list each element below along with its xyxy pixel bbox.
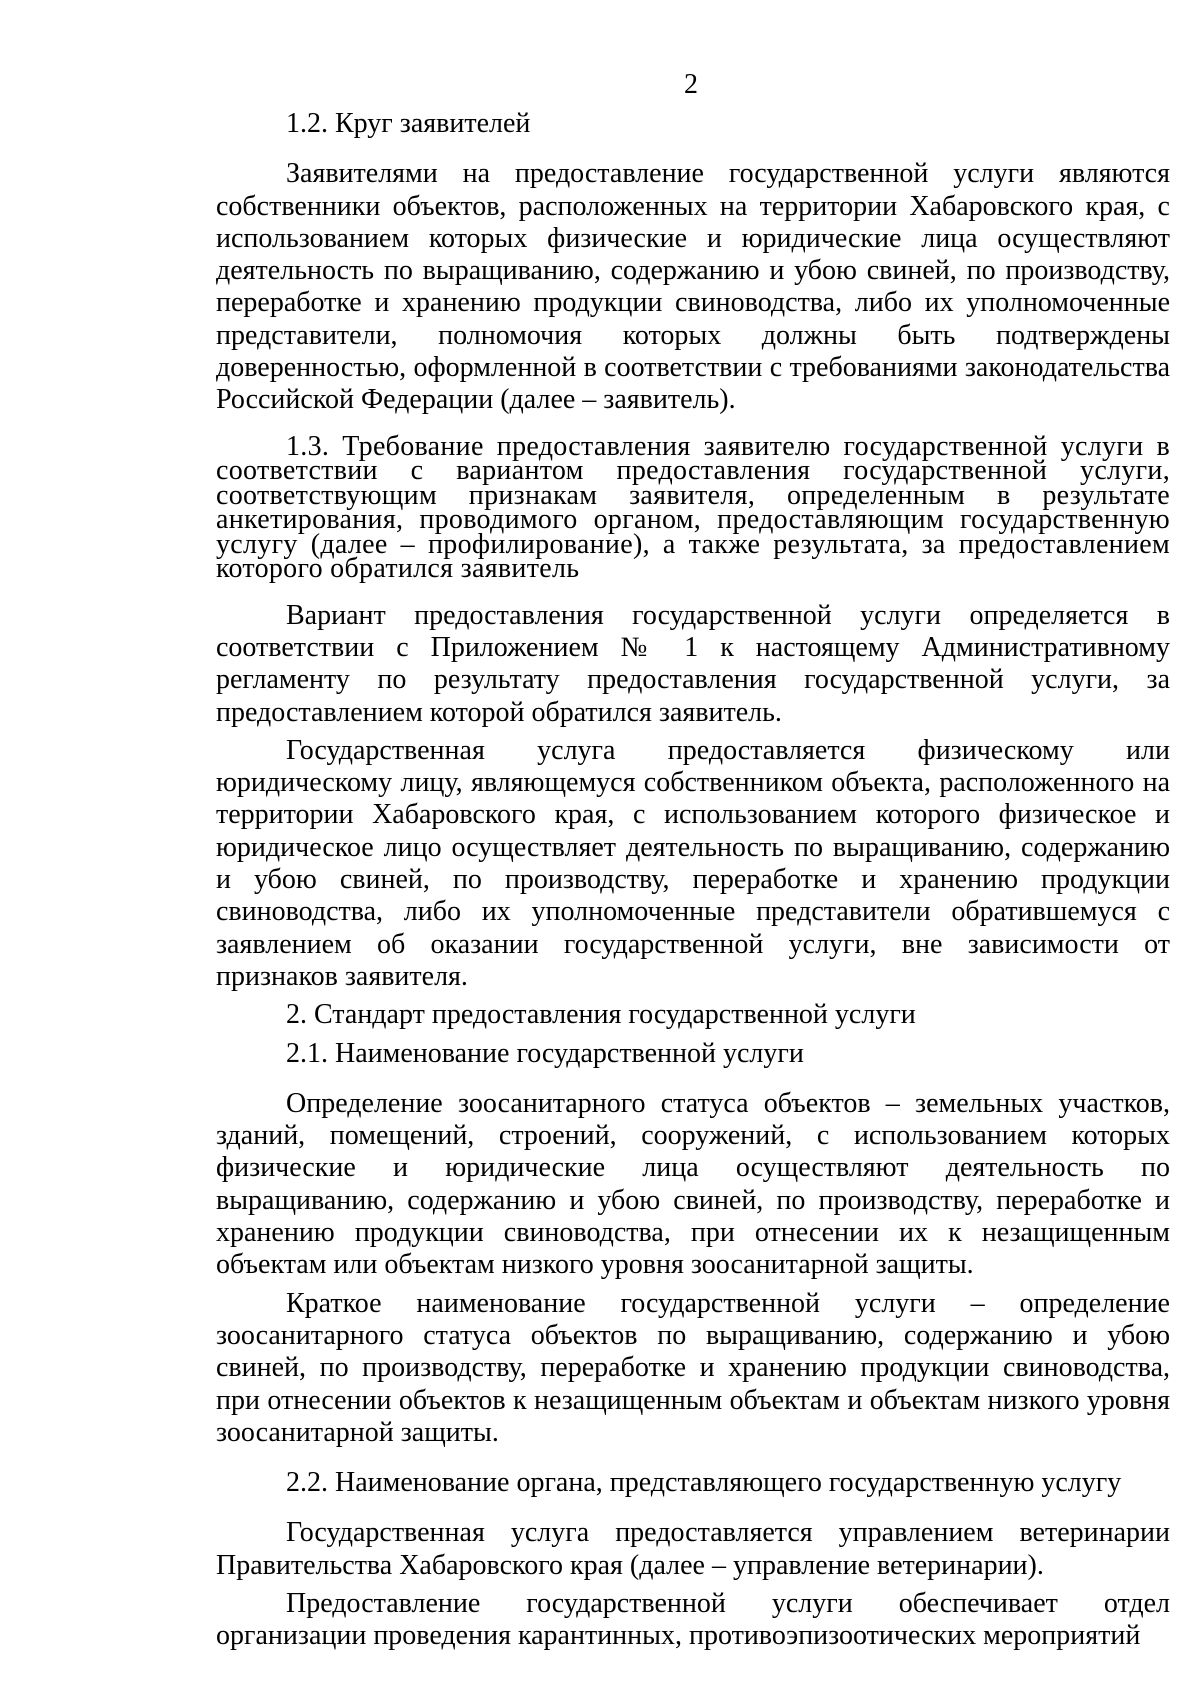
- paragraph-short-name: Краткое наименование государственной услуги – определение зоосанитарного статуса объектов по выращиванию, содержанию и убою свиней, по производству, переработке и хранению продукции свиноводства, при отнесении объектов к незащищенным объектам и объектам низкого уровня зоосанитарной защиты.: [216, 1287, 1170, 1448]
- document-body: [216, 108, 1170, 1653]
- paragraph-provided-to: Государственная услуга предоставляется физическому или юридическому лицу, являющемуся собственником объекта, расположенного на территории Хабаровского края, с использованием которого физическое и юридическое лицо осуществляет деятельность по выращиванию, содержанию и убою свиней, по производству, переработке и хранению продукции свиноводства, либо их уполномоченные представители обратившемуся с заявлением об оказании государственной услуги, вне зависимости от признаков заявителя.: [216, 734, 1170, 992]
- paragraph-authority: Государственная услуга предоставляется управлением ветеринарии Правительства Хабаровского края (далее – управление ветеринарии).: [216, 1517, 1170, 1581]
- section-heading-2-2: 2.2. Наименование органа, представляющего государственную услугу: [286, 1467, 1122, 1499]
- paragraph-service-name: Определение зоосанитарного статуса объектов – земельных участков, зданий, помещений, строений, сооружений, с использованием которых физические и юридические лица осуществляют деятельность по выращиванию, содержанию и убою свиней, по производству, переработке и хранению продукции свиноводства, при отнесении их к незащищенным объектам или объектам низкого уровня зоосанитарной защиты.: [216, 1087, 1170, 1281]
- paragraph-department: Предоставление государственной услуги обеспечивает отдел организации проведения карантинных, противоэпизоотических мероприятий: [216, 1587, 1170, 1652]
- page-number: 2: [684, 69, 698, 100]
- paragraph-applicants: Заявителями на предоставление государственной услуги являются собственники объектов, расположенных на территории Хабаровского края, с использованием которых физические и юридические лица осуществляют деятельность по выращиванию, содержанию и убою свиней, по производству, переработке и хранению продукции свиноводства, либо их уполномоченные представители, полномочия которых должны быть подтверждены доверенностью, оформленной в соответствии с требованиями законодательства Российской Федерации (далее – заявитель).: [216, 158, 1170, 416]
- paragraph-variant: Вариант предоставления государственной услуги определяется в соответствии с Приложением № 1 к настоящему Административному регламенту по результату предоставления государственной услуги, за предоставлением которой обратился заявитель.: [216, 599, 1170, 728]
- section-heading-2: 2. Стандарт предоставления государственной услуги: [286, 999, 916, 1031]
- section-heading-2-1: 2.1. Наименование государственной услуги: [286, 1037, 804, 1069]
- section-heading-1-3: 1.3. Требование предоставления заявителю государственной услуги в соответствии с вариантом предоставления государственной услуги, соответствующим признакам заявителя, определенным в результате анкетирования, проводимого органом, предоставляющим государственную услугу (далее – профилирование), а также результата, за предоставлением которого обратился заявитель: [216, 430, 1170, 585]
- section-heading-1-2: 1.2. Круг заявителей: [286, 108, 531, 139]
